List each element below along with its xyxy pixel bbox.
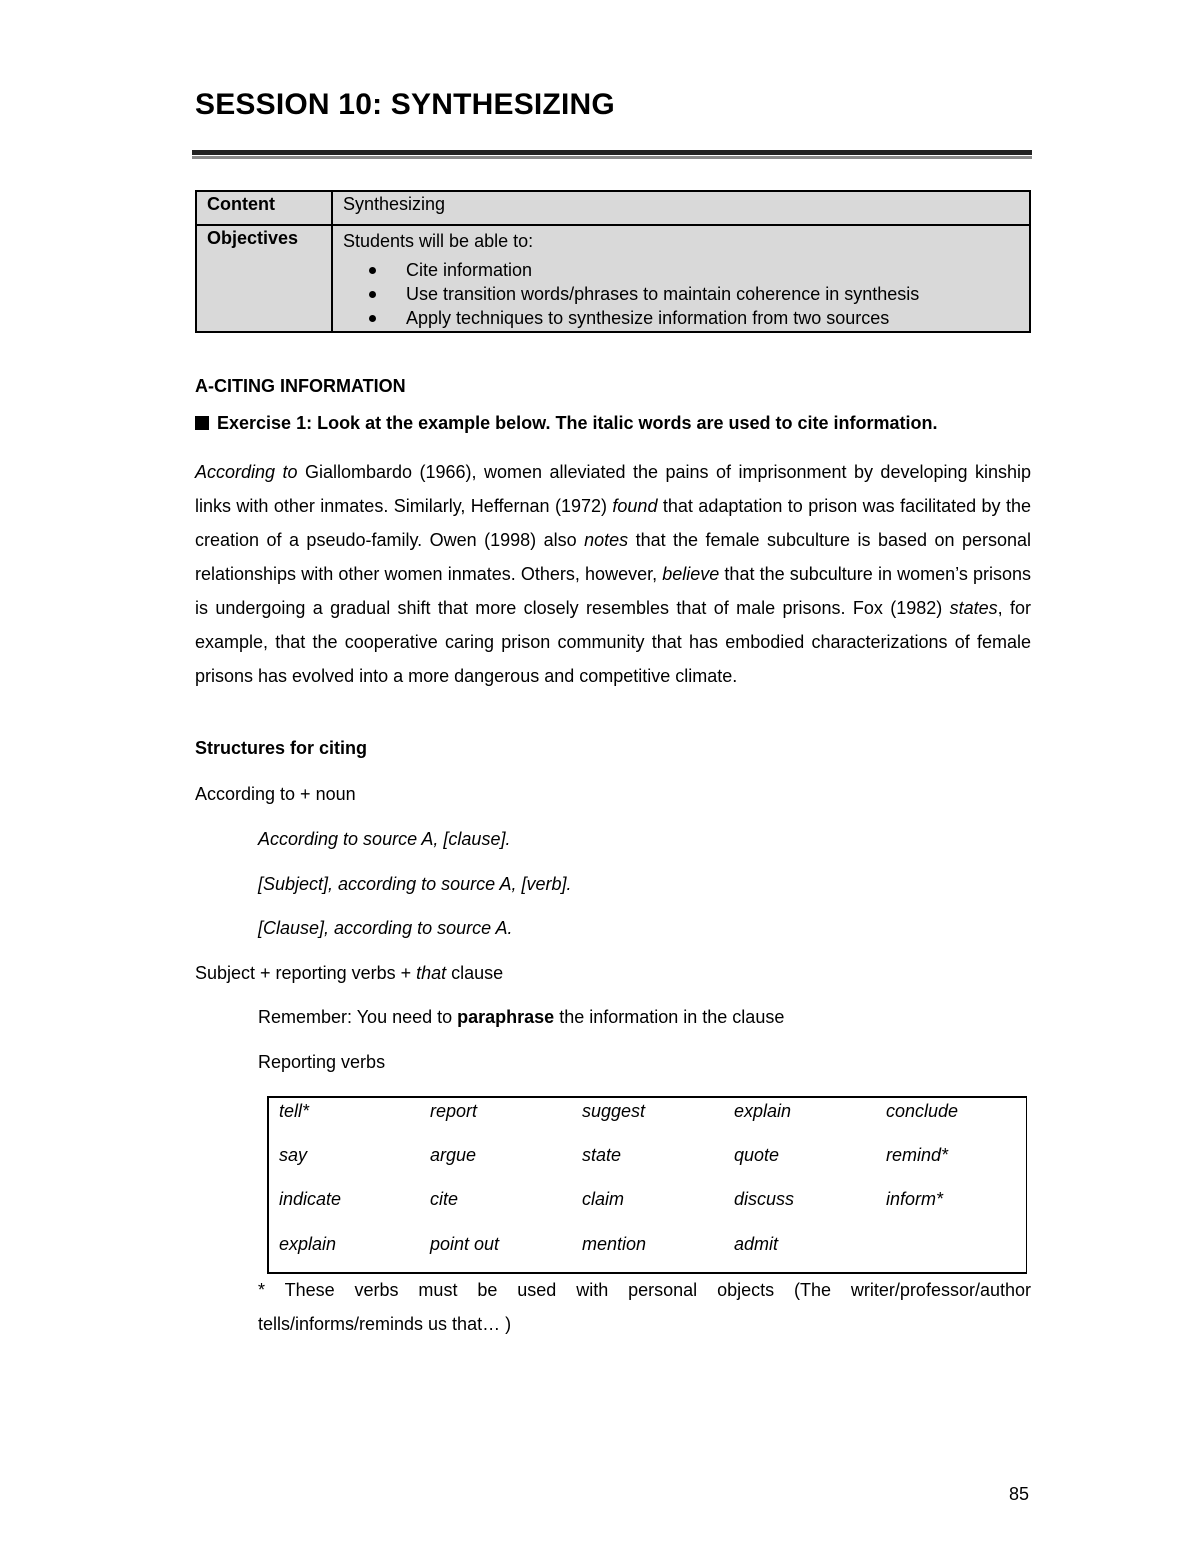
reporting-verb: say [279,1145,308,1165]
title-rule [192,150,1032,155]
objective-item: Cite information [343,258,1019,282]
remember-text-end: the information in the clause [554,1007,785,1027]
reporting-verb: explain [279,1234,337,1254]
structures-heading: Structures for citing [195,738,368,758]
citing-word: notes [584,530,629,550]
objectives-row [196,225,1030,332]
citing-word: believe [662,564,720,584]
reporting-verb: suggest [582,1101,646,1121]
exercise-instruction [195,413,938,434]
paragraph-text: that adaptation to prison was facilitated by the creation of a pseudo-family. Owen (1998) also [195,496,1031,550]
session-info-table [195,190,1031,333]
reporting-verb: conclude [886,1101,959,1121]
reporting-verb: claim [582,1189,625,1209]
reporting-verbs-label: Reporting verbs [258,1052,386,1072]
content-row [196,191,1030,225]
remember-keyword: paraphrase [457,1007,555,1027]
objectives-label: Objectives [196,225,332,332]
citing-word: According to [195,462,298,482]
subject-rule-clause: clause [446,963,504,983]
citing-word: found [612,496,658,516]
subject-rule-text: Subject + reporting verbs + [195,963,417,983]
verb-row [269,1189,1026,1217]
reporting-verb: tell* [279,1101,310,1121]
reporting-verb: remind* [886,1145,949,1165]
page-number: 85 [1008,1484,1029,1504]
objectives-intro: Students will be able to: [343,231,534,251]
reporting-verb: mention [582,1234,647,1254]
reporting-verb: discuss [734,1189,795,1209]
reporting-verbs-table [267,1096,1027,1274]
title-rule-shadow [192,156,1032,159]
example-paragraph [195,455,1031,693]
objectives-list [343,258,1019,330]
paragraph-text: Giallombardo (1966), women alleviated the pains of imprisonment by developing kinship links with other inmates. Similarly, Heffernan (1972) [195,462,1032,516]
remember-note [258,1007,784,1028]
reporting-verb: explain [734,1101,792,1121]
subject-rule [195,963,503,984]
reporting-verb: indicate [279,1189,342,1209]
reporting-verb: admit [734,1234,779,1254]
objectives-cell [332,225,1030,332]
reporting-verb: state [582,1145,622,1165]
reporting-verb: inform* [886,1189,944,1209]
paragraph-text: , for example, that the cooperative caring prison community that has embodied characterizations of female prisons has evolved into a more dangerous and competitive climate. [195,598,1031,686]
objective-item: Use transition words/phrases to maintain coherence in synthesis [343,282,1019,306]
citing-word: states [949,598,998,618]
according-to-rule: According to + noun [195,784,356,804]
reporting-verb: cite [430,1189,459,1209]
reporting-verb: point out [430,1234,500,1254]
paragraph-text: that the female subculture is based on personal relationships with other women inmates. Others, however, [195,530,1031,584]
structure-example: [Subject], according to source A, [verb]. [258,874,572,894]
section-heading: A-CITING INFORMATION [195,376,406,396]
reporting-verb: report [430,1101,478,1121]
paragraph-text: that the subculture in women’s prisons is undergoing a gradual shift that more closely resembles that of male prisons. Fox (1982) [195,564,1031,618]
verb-row [269,1101,1026,1129]
exercise-text: Exercise 1: Look at the example below. The italic words are used to cite information. [217,413,938,433]
reporting-verb: quote [734,1145,780,1165]
content-value: Synthesizing [332,191,1030,225]
reporting-verb: argue [430,1145,477,1165]
content-label: Content [196,191,332,225]
remember-text: Remember: You need to [258,1007,458,1027]
structure-example: According to source A, [clause]. [258,829,511,849]
subject-rule-that: that [416,963,447,983]
page-title: SESSION 10: SYNTHESIZING [195,88,615,121]
verbs-footnote: * These verbs must be used with personal objects (The writer/professor/author tells/informs/reminds us that… ) [258,1280,1031,1334]
square-bullet-icon [195,416,209,430]
verb-row [269,1234,1026,1262]
structure-example: [Clause], according to source A. [258,918,513,938]
verb-row [269,1145,1026,1173]
objective-item: Apply techniques to synthesize information from two sources [343,306,1019,330]
